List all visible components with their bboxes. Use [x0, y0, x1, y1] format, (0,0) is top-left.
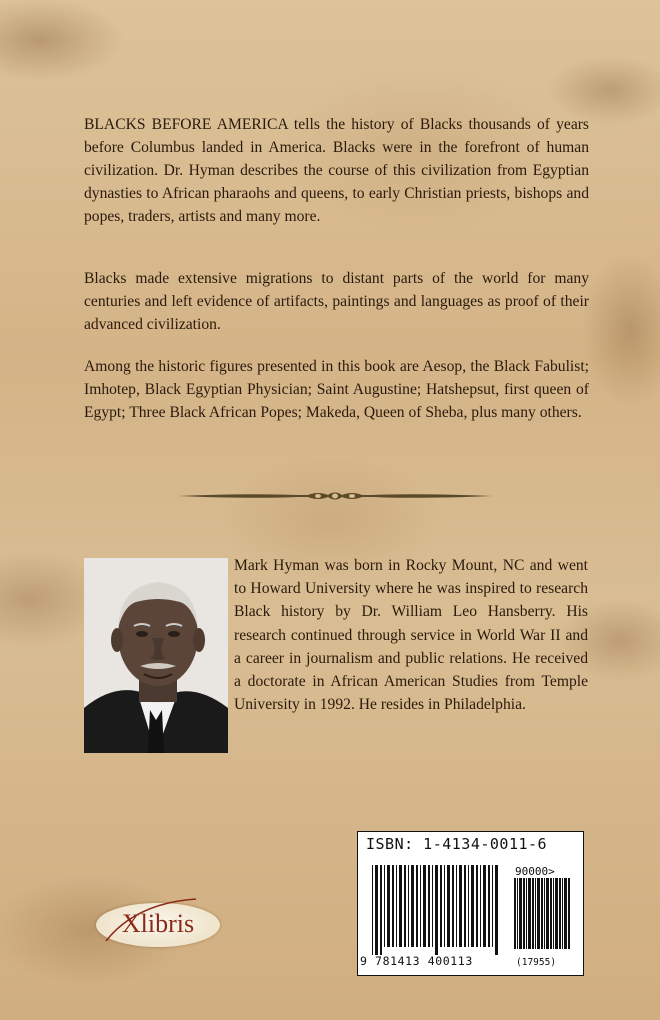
barcode-bar — [492, 865, 493, 947]
barcode-bar — [559, 878, 561, 949]
barcode-bar — [568, 878, 570, 949]
ornament-divider — [178, 486, 492, 506]
barcode-bar — [537, 878, 540, 949]
barcode-bar — [468, 865, 469, 947]
barcode-bar — [480, 865, 481, 947]
barcode-bar — [459, 865, 462, 947]
barcode-bar — [372, 865, 373, 955]
barcode-bar — [528, 878, 531, 949]
barcode-bar — [514, 878, 516, 949]
barcode-bar — [432, 865, 433, 947]
barcode-bar — [550, 878, 552, 949]
barcode-bar — [399, 865, 402, 947]
barcode-bar — [464, 865, 466, 947]
barcode-bar — [471, 865, 474, 947]
blurb-paragraph-1: BLACKS BEFORE AMERICA tells the history of Blacks thousands of years before Columbus landed in America. Blacks were in the forefront of human civilization. Dr. Hyman describes the course of this civilization from Egyptian dynasties to African pharaohs and queens, to early Christian priests, bishops and popes, traders, artists and many more. — [84, 116, 589, 225]
barcode-bar — [476, 865, 478, 947]
barcode-bar — [435, 865, 438, 955]
ean-barcode-bars — [372, 865, 502, 955]
publisher-logo — [96, 895, 224, 955]
author-bio: Mark Hyman was born in Rocky Mount, NC and went to Howard University where he was inspired to research Black history by Dr. William Leo Hansberry. His research continued through service in World War II and a career in journalism and public relations. He received a doctorate in African American Studies from Temple University in 1992. He resides in Philadelphia. — [234, 557, 588, 714]
barcode-bar — [428, 865, 430, 947]
barcode-bar — [420, 865, 421, 947]
barcode-bar — [416, 865, 418, 947]
barcode-bar — [380, 865, 382, 955]
barcode-bar — [440, 865, 442, 947]
isbn-label: ISBN: 1-4134-0011-6 — [366, 835, 548, 853]
barcode-bar — [387, 865, 390, 947]
barcode-bar — [526, 878, 527, 949]
addon-number: 90000> — [515, 865, 555, 878]
barcode-bar — [396, 865, 397, 947]
barcode-bar — [447, 865, 450, 947]
blurb-paragraph-3: Among the historic figures presented in this book are Aesop, the Black Fabulist; Imhotep, Black Egyptian Physician; Saint Augustine; Hatshepsut, first queen of Egypt; Three Black African Popes; Makeda, Queen of Sheba, plus many others. — [84, 358, 589, 421]
ean-number: 9 781413 400113 — [360, 954, 473, 968]
barcode-bar — [444, 865, 445, 947]
barcode-bar — [423, 865, 426, 947]
barcode-bar — [564, 878, 567, 949]
addon-barcode-bars — [514, 878, 572, 957]
barcode-bar — [452, 865, 454, 947]
author-photo — [84, 558, 228, 753]
barcode-bar — [408, 865, 409, 947]
isbn-barcode — [357, 831, 584, 976]
barcode-bar — [517, 878, 518, 949]
barcode-bar — [523, 878, 525, 949]
barcode-bar — [553, 878, 554, 949]
barcode-bar — [555, 878, 558, 949]
barcode-bar — [404, 865, 406, 947]
barcode-bar — [384, 865, 385, 947]
blurb-paragraph-2: Blacks made extensive migrations to distant parts of the world for many centuries and left evidence of artifacts, paintings and languages as proof of their advanced civilization. — [84, 270, 589, 333]
barcode-bar — [375, 865, 378, 955]
barcode-bar — [411, 865, 414, 947]
barcode-bar — [488, 865, 490, 947]
barcode-bar — [541, 878, 543, 949]
barcode-bar — [546, 878, 549, 949]
barcode-bar — [519, 878, 522, 949]
barcode-bar — [562, 878, 563, 949]
barcode-bar — [535, 878, 536, 949]
barcode-code: (17955) — [516, 957, 557, 968]
barcode-bar — [495, 865, 498, 955]
barcode-bar — [532, 878, 534, 949]
barcode-bar — [483, 865, 486, 947]
barcode-bar — [544, 878, 545, 949]
barcode-bar — [392, 865, 394, 947]
barcode-bar — [456, 865, 457, 947]
publisher-logo-text: Xlibris — [121, 909, 195, 938]
